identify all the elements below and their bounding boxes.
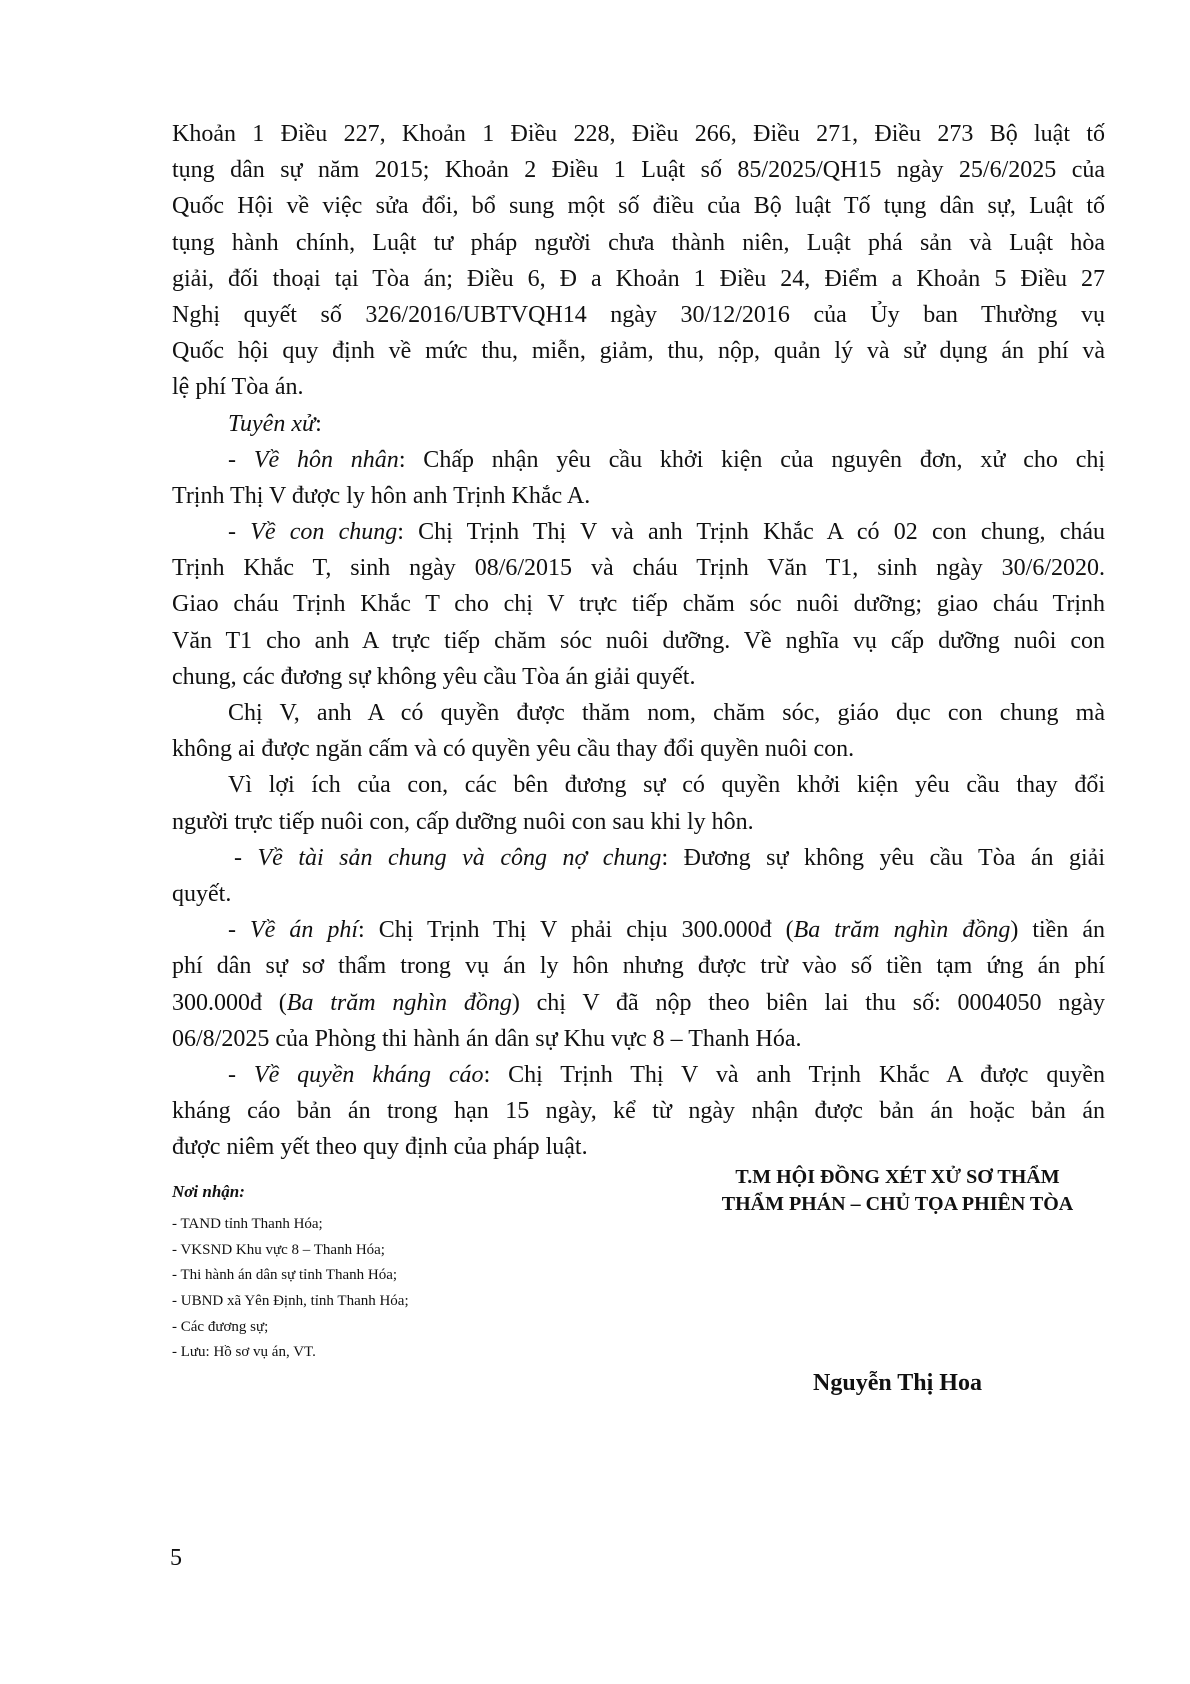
italic-text: Về hôn nhân (253, 446, 399, 473)
text-line (172, 333, 1105, 369)
text-line (172, 261, 1105, 297)
text-segment: Vì lợi ích của con, các bên đương sự có quyền khởi kiện yêu cầu thay đổi (228, 772, 1105, 799)
judgment-body (172, 116, 1105, 1165)
text-segment: Quốc hội quy định về mức thu, miễn, giảm, thu, nộp, quản lý và sử dụng án phí và (172, 338, 1105, 365)
text-line (172, 731, 1105, 767)
signer-name: Nguyễn Thị Hoa (813, 1370, 982, 1396)
text-segment: - (228, 1061, 254, 1088)
recipients-block (172, 1182, 409, 1366)
paragraph (172, 1057, 1105, 1166)
text-segment: chung, các đương sự không yêu cầu Tòa án giải quyết. (172, 663, 696, 690)
text-segment: ) chị V đã nộp theo biên lai thu số: 0004050 ngày (511, 989, 1106, 1016)
text-segment: Giao cháu Trịnh Khắc T cho chị V trực tiếp chăm sóc nuôi dưỡng; giao cháu Trịnh (172, 591, 1105, 618)
text-line (172, 225, 1105, 261)
signature-block (660, 1164, 1135, 1218)
text-line (172, 478, 1105, 514)
recipient-item: - Lưu: Hồ sơ vụ án, VT. (172, 1344, 316, 1361)
text-line (172, 1021, 1105, 1057)
text-segment: : Chị Trịnh Thị V và anh Trịnh Khắc A được quyền (483, 1061, 1105, 1088)
text-segment: 06/8/2025 của Phòng thi hành án dân sự Khu vực 8 – Thanh Hóa. (172, 1025, 802, 1052)
text-segment: giải, đối thoại tại Tòa án; Điều 6, Đ a Khoản 1 Điều 24, Điểm a Khoản 5 Điều 27 (172, 265, 1105, 292)
text-line (172, 1093, 1105, 1129)
text-line (172, 550, 1105, 586)
text-segment: Trịnh Khắc T, sinh ngày 08/6/2015 và cháu Trịnh Văn T1, sinh ngày 30/6/2020. (172, 555, 1105, 582)
recipient-item: - TAND tỉnh Thanh Hóa; (172, 1216, 323, 1232)
signature-title-line2: THẨM PHÁN – CHỦ TỌA PHIÊN TÒA (721, 1193, 1074, 1215)
text-segment: : Chị Trịnh Thị V phải chịu 300.000đ ( (358, 917, 794, 944)
text-segment: ) tiền án (1010, 917, 1105, 944)
recipient-item: - VKSND Khu vực 8 – Thanh Hóa; (172, 1241, 385, 1258)
text-segment: được niêm yết theo quy định của pháp luật. (172, 1134, 588, 1161)
paragraph (172, 442, 1105, 514)
text-segment: phí dân sự sơ thẩm trong vụ án ly hôn nhưng được trừ vào số tiền tạm ứng án phí (172, 953, 1105, 980)
paragraph (172, 514, 1105, 695)
text-line (172, 659, 1105, 695)
text-line (172, 767, 1105, 803)
text-segment: 300.000đ ( (172, 989, 287, 1016)
text-segment: quyết. (172, 880, 232, 907)
text-line (172, 586, 1105, 622)
text-line (172, 876, 1105, 912)
text-line (172, 804, 1105, 840)
text-line (172, 985, 1105, 1021)
text-line (172, 840, 1105, 876)
text-segment: Chị V, anh A có quyền được thăm nom, chăm sóc, giáo dục con chung mà (228, 700, 1105, 726)
italic-text: Tuyên xử (228, 410, 316, 437)
text-line (172, 912, 1105, 948)
text-segment: Trịnh Thị V được ly hôn anh Trịnh Khắc A. (172, 482, 591, 509)
paragraph (172, 840, 1105, 912)
paragraph (172, 912, 1105, 1057)
italic-text: Ba trăm nghìn đồng (286, 989, 512, 1016)
text-segment: - (228, 519, 251, 546)
text-segment: - (234, 844, 258, 871)
text-segment: lệ phí Tòa án. (172, 374, 304, 401)
text-line (172, 297, 1105, 333)
recipient-item: - Thi hành án dân sự tỉnh Thanh Hóa; (172, 1267, 398, 1284)
text-segment: Văn T1 cho anh A trực tiếp chăm sóc nuôi dưỡng. Về nghĩa vụ cấp dưỡng nuôi con (172, 627, 1105, 654)
text-segment: Quốc Hội về việc sửa đổi, bổ sung một số điều của Bộ luật Tố tụng dân sự, Luật tố (172, 193, 1105, 220)
text-line (172, 369, 1105, 405)
text-segment: Khoản 1 Điều 227, Khoản 1 Điều 228, Điều 266, Điều 271, Điều 273 Bộ luật tố (172, 121, 1105, 147)
text-line (172, 442, 1105, 478)
paragraph (172, 695, 1105, 767)
italic-text: Ba trăm nghìn đồng (793, 917, 1011, 944)
text-segment: tụng dân sự năm 2015; Khoản 2 Điều 1 Luật số 85/2025/QH15 ngày 25/6/2025 của (172, 157, 1105, 184)
text-segment: Nghị quyết số 326/2016/UBTVQH14 ngày 30/12/2016 của Ủy ban Thường vụ (172, 301, 1105, 328)
recipient-item: - UBND xã Yên Định, tỉnh Thanh Hóa; (172, 1293, 409, 1310)
text-line (172, 948, 1105, 984)
paragraph (172, 116, 1105, 406)
text-segment: tụng hành chính, Luật tư pháp người chưa thành niên, Luật phá sản và Luật hòa (172, 229, 1105, 256)
italic-text: Về tài sản chung và công nợ chung (257, 844, 662, 871)
text-line (172, 1057, 1105, 1093)
text-line (172, 623, 1105, 659)
recipient-item: - Các đương sự; (172, 1318, 269, 1335)
text-segment: người trực tiếp nuôi con, cấp dưỡng nuôi con sau khi ly hôn. (172, 808, 754, 835)
signature-title-line1: T.M HỘI ĐỒNG XÉT XỬ SƠ THẨM (735, 1166, 1060, 1188)
text-segment: kháng cáo bản án trong hạn 15 ngày, kể từ ngày nhận được bản án hoặc bản án (172, 1098, 1105, 1125)
italic-text: Về án phí (250, 917, 359, 944)
text-segment: - (228, 917, 251, 944)
text-line (172, 188, 1105, 224)
text-line (172, 514, 1105, 550)
text-segment: : Chị Trịnh Thị V và anh Trịnh Khắc A có 02 con chung, cháu (397, 519, 1105, 546)
paragraph (172, 406, 1105, 442)
text-segment: không ai được ngăn cấm và có quyền yêu cầu thay đổi quyền nuôi con. (172, 736, 855, 763)
text-line (172, 116, 1105, 152)
italic-text: Về quyền kháng cáo (253, 1061, 484, 1088)
page-number: 5 (170, 1545, 182, 1571)
text-segment: - (228, 446, 254, 473)
paragraph (172, 767, 1105, 839)
text-segment: : Đương sự không yêu cầu Tòa án giải (661, 844, 1105, 871)
recipients-title: Nơi nhận: (172, 1182, 245, 1201)
text-line (172, 695, 1105, 731)
text-segment: : (315, 410, 322, 437)
text-line (172, 1129, 1105, 1165)
text-line (172, 152, 1105, 188)
text-line (172, 406, 1105, 442)
text-segment: : Chấp nhận yêu cầu khởi kiện của nguyên đơn, xử cho chị (398, 446, 1106, 473)
italic-text: Về con chung (250, 519, 398, 546)
